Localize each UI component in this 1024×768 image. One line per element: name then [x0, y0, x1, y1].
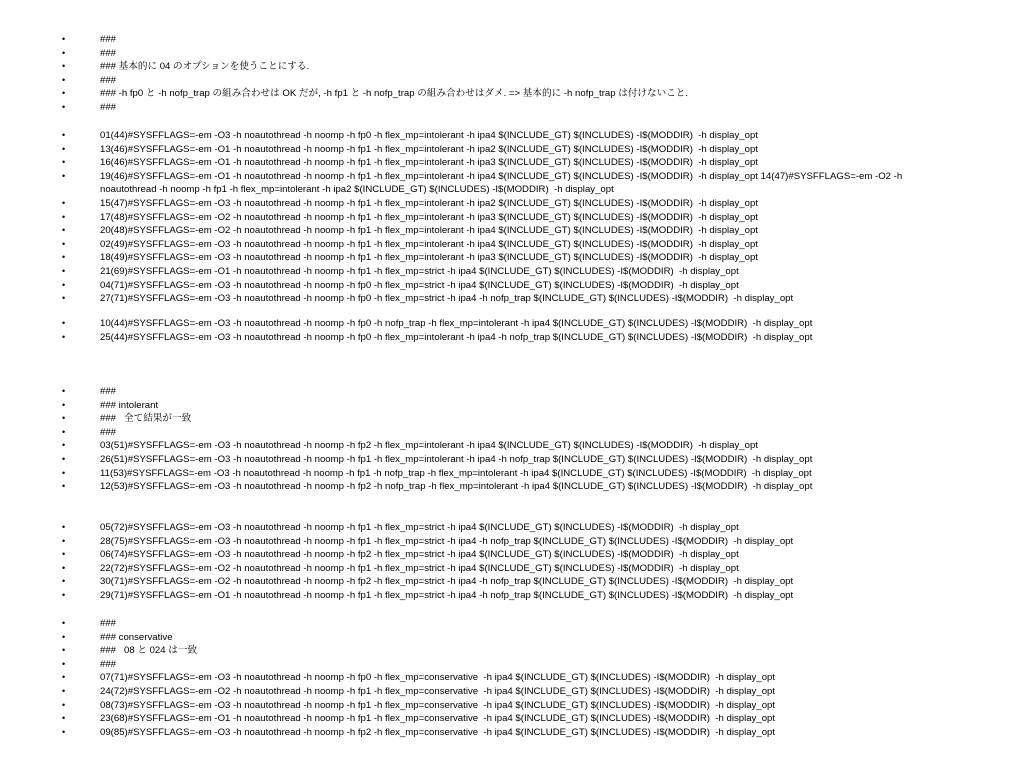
list-item-text: 07(71)#SYSFFLAGS=-em -O3 -h noautothread -h noomp -h fp0 -h flex_mp=conservative -h ipa4 $(INCLUDE_GT) $(INCLUDES) -I$(MODDIR) -h display_opt — [100, 672, 776, 684]
list-item — [0, 575, 1024, 589]
list-item-text: 10(44)#SYSFFLAGS=-em -O3 -h noautothread -h noomp -h fp0 -h nofp_trap -h flex_mp=intolerant -h ipa4 $(INCLUDE_GT) $(INCLUDES) -I$(MODDIR) -h display_opt — [100, 318, 813, 329]
list-item — [0, 589, 1024, 603]
list-item — [0, 60, 1024, 74]
list-item-text: 06(74)#SYSFFLAGS=-em -O3 -h noautothread -h noomp -h fp2 -h flex_mp=strict -h ipa4 $(INCLUDE_GT) $(INCLUDES) -I$(MODDIR) -h display_opt — [100, 549, 739, 561]
list-item-text: 19(46)#SYSFFLAGS=-em -O1 -h noautothread -h noomp -h fp1 -h flex_mp=intolerant -h ipa4 $(INCLUDE_GT) $(INCLUDES) -I$(MODDIR) -h display_opt 14(47)#SYSFFLAGS=-em -O2 -h noautothread -h noomp -h fp1 -h flex_mp=intolerant -h ipa2 $(INCLUDE_GT) $(INCLUDES) -I$(MODDIR) -h display_opt — [100, 170, 905, 196]
list-item-text: 01(44)#SYSFFLAGS=-em -O3 -h noautothread -h noomp -h fp0 -h flex_mp=intolerant -h ipa4 $(INCLUDE_GT) $(INCLUDES) -I$(MODDIR) -h display_opt — [100, 130, 758, 141]
list-item-text: 26(51)#SYSFFLAGS=-em -O3 -h noautothread -h noomp -h fp1 -h flex_mp=intolerant -h ipa4 -h nofp_trap $(INCLUDE_GT) $(INCLUDES) -I$(MODDIR) -h display_opt — [100, 453, 813, 465]
list-item — [0, 685, 1024, 699]
list-item — [0, 671, 1024, 685]
list-item — [0, 412, 1024, 426]
list-item — [0, 251, 1024, 265]
list-item — [0, 521, 1024, 535]
list-item — [0, 439, 1024, 453]
list-item — [0, 548, 1024, 562]
list-item-text: ### — [100, 658, 117, 670]
list-item-text: 25(44)#SYSFFLAGS=-em -O3 -h noautothread -h noomp -h fp0 -h flex_mp=intolerant -h ipa4 -h nofp_trap $(INCLUDE_GT) $(INCLUDES) -I$(MODDIR) -h display_opt — [100, 331, 813, 343]
list-item — [0, 197, 1024, 211]
list-item — [0, 211, 1024, 225]
list-item — [0, 644, 1024, 658]
list-item-text: 28(75)#SYSFFLAGS=-em -O3 -h noautothread -h noomp -h fp1 -h flex_mp=strict -h ipa4 -h nofp_trap $(INCLUDE_GT) $(INCLUDES) -I$(MODDIR) -h display_opt — [100, 535, 794, 547]
list-item — [0, 385, 1024, 399]
list-item-text: ### — [100, 618, 117, 629]
list-item — [0, 726, 1024, 740]
list-item-text: ### — [100, 386, 117, 397]
list-item-text: 17(48)#SYSFFLAGS=-em -O2 -h noautothread -h noomp -h fp1 -h flex_mp=intolerant -h ipa3 $(INCLUDE_GT) $(INCLUDES) -I$(MODDIR) -h display_opt — [100, 211, 758, 223]
list-item — [0, 265, 1024, 279]
list-item — [0, 331, 1024, 345]
list-item — [0, 317, 1024, 331]
intolerant-block — [0, 385, 1024, 494]
list-item — [0, 562, 1024, 576]
flags-block-intolerant-fp — [0, 129, 1024, 306]
list-item — [0, 658, 1024, 672]
list-item-text: 13(46)#SYSFFLAGS=-em -O1 -h noautothread -h noomp -h fp1 -h flex_mp=intolerant -h ipa2 $(INCLUDE_GT) $(INCLUDES) -I$(MODDIR) -h display_opt — [100, 143, 758, 155]
list-item-text: 11(53)#SYSFFLAGS=-em -O3 -h noautothread -h noomp -h fp1 -h nofp_trap -h flex_mp=intolerant -h ipa4 $(INCLUDE_GT) $(INCLUDES) -I$(MODDIR) -h display_opt — [100, 467, 812, 479]
list-item-text: 03(51)#SYSFFLAGS=-em -O3 -h noautothread -h noomp -h fp2 -h flex_mp=intolerant -h ipa4 $(INCLUDE_GT) $(INCLUDES) -I$(MODDIR) -h display_opt — [100, 440, 758, 452]
list-item — [0, 33, 1024, 47]
list-item — [0, 87, 1024, 101]
comment-block-header — [0, 33, 1024, 115]
list-item — [0, 617, 1024, 631]
list-item-text: ### -h fp0 と -h nofp_trap の組み合わせは OK だが, -h fp1 と -h nofp_trap の組み合わせはダメ. => 基本的に -h nofp_trap は付けないこと. — [100, 88, 689, 100]
list-item-text: 09(85)#SYSFFLAGS=-em -O3 -h noautothread -h noomp -h fp2 -h flex_mp=conservative -h ipa4 $(INCLUDE_GT) $(INCLUDES) -I$(MODDIR) -h display_opt — [100, 726, 776, 738]
list-item-text: ### 全て結果が一致 — [100, 413, 192, 425]
list-item-text: ### 基本的に 04 のオプションを使うことにする. — [100, 61, 310, 73]
list-item — [0, 399, 1024, 413]
list-item-text: 24(72)#SYSFFLAGS=-em -O2 -h noautothread -h noomp -h fp1 -h flex_mp=conservative -h ipa4 $(INCLUDE_GT) $(INCLUDES) -I$(MODDIR) -h display_opt — [100, 685, 776, 697]
list-item — [0, 47, 1024, 61]
list-item-text: 15(47)#SYSFFLAGS=-em -O3 -h noautothread -h noomp -h fp1 -h flex_mp=intolerant -h ipa2 $(INCLUDE_GT) $(INCLUDES) -I$(MODDIR) -h display_opt — [100, 197, 758, 209]
list-item — [0, 480, 1024, 494]
conservative-block — [0, 617, 1024, 739]
list-item-text: 05(72)#SYSFFLAGS=-em -O3 -h noautothread -h noomp -h fp1 -h flex_mp=strict -h ipa4 $(INCLUDE_GT) $(INCLUDES) -I$(MODDIR) -h display_opt — [100, 522, 739, 533]
list-item-text: 29(71)#SYSFFLAGS=-em -O1 -h noautothread -h noomp -h fp1 -h flex_mp=strict -h ipa4 -h nofp_trap $(INCLUDE_GT) $(INCLUDES) -I$(MODDIR) -h display_opt — [100, 589, 794, 601]
flags-block-nofp-trap — [0, 317, 1024, 344]
list-item-text: ### — [100, 426, 117, 438]
list-item-text: 30(71)#SYSFFLAGS=-em -O2 -h noautothread -h noomp -h fp2 -h flex_mp=strict -h ipa4 -h nofp_trap $(INCLUDE_GT) $(INCLUDES) -I$(MODDIR) -h display_opt — [100, 576, 794, 588]
list-item-text: 08(73)#SYSFFLAGS=-em -O3 -h noautothread -h noomp -h fp1 -h flex_mp=conservative -h ipa4 $(INCLUDE_GT) $(INCLUDES) -I$(MODDIR) -h display_opt — [100, 699, 776, 711]
list-item-text: 20(48)#SYSFFLAGS=-em -O2 -h noautothread -h noomp -h fp1 -h flex_mp=intolerant -h ipa4 $(INCLUDE_GT) $(INCLUDES) -I$(MODDIR) -h display_opt — [100, 225, 758, 237]
list-item — [0, 143, 1024, 157]
list-item — [0, 426, 1024, 440]
list-item — [0, 129, 1024, 143]
list-item — [0, 467, 1024, 481]
list-item — [0, 74, 1024, 88]
list-item-text: 27(71)#SYSFFLAGS=-em -O3 -h noautothread -h noomp -h fp0 -h flex_mp=strict -h ipa4 -h nofp_trap $(INCLUDE_GT) $(INCLUDES) -I$(MODDIR) -h display_opt — [100, 293, 794, 305]
list-item-text: 16(46)#SYSFFLAGS=-em -O1 -h noautothread -h noomp -h fp1 -h flex_mp=intolerant -h ipa3 $(INCLUDE_GT) $(INCLUDES) -I$(MODDIR) -h display_opt — [100, 157, 758, 169]
list-item-text: ### — [100, 74, 117, 86]
list-item-text: 18(49)#SYSFFLAGS=-em -O3 -h noautothread -h noomp -h fp1 -h flex_mp=intolerant -h ipa3 $(INCLUDE_GT) $(INCLUDES) -I$(MODDIR) -h display_opt — [100, 252, 758, 264]
list-item — [0, 170, 1024, 197]
list-item-text: 21(69)#SYSFFLAGS=-em -O1 -h noautothread -h noomp -h fp1 -h flex_mp=strict -h ipa4 $(INCLUDE_GT) $(INCLUDES) -I$(MODDIR) -h display_opt — [100, 265, 739, 277]
list-item — [0, 699, 1024, 713]
list-item-text: 22(72)#SYSFFLAGS=-em -O2 -h noautothread -h noomp -h fp1 -h flex_mp=strict -h ipa4 $(INCLUDE_GT) $(INCLUDES) -I$(MODDIR) -h display_opt — [100, 562, 739, 574]
list-item-text: ### — [100, 101, 117, 113]
list-item — [0, 156, 1024, 170]
list-item-text: 02(49)#SYSFFLAGS=-em -O3 -h noautothread -h noomp -h fp1 -h flex_mp=intolerant -h ipa4 $(INCLUDE_GT) $(INCLUDES) -I$(MODDIR) -h display_opt — [100, 238, 758, 250]
list-item-text: ### intolerant — [100, 399, 159, 411]
list-item — [0, 224, 1024, 238]
list-item-text: ### — [100, 47, 117, 59]
list-item-text: 12(53)#SYSFFLAGS=-em -O3 -h noautothread -h noomp -h fp2 -h nofp_trap -h flex_mp=intolerant -h ipa4 $(INCLUDE_GT) $(INCLUDES) -I$(MODDIR) -h display_opt — [100, 481, 813, 493]
list-item — [0, 535, 1024, 549]
list-item-text: 04(71)#SYSFFLAGS=-em -O3 -h noautothread -h noomp -h fp0 -h flex_mp=strict -h ipa4 $(INCLUDE_GT) $(INCLUDES) -I$(MODDIR) -h display_opt — [100, 279, 739, 291]
strict-block — [0, 521, 1024, 603]
list-item — [0, 712, 1024, 726]
list-item — [0, 453, 1024, 467]
list-item — [0, 631, 1024, 645]
list-item — [0, 292, 1024, 306]
list-item-text: ### — [100, 34, 117, 45]
list-item — [0, 238, 1024, 252]
list-item — [0, 279, 1024, 293]
list-item-text: 23(68)#SYSFFLAGS=-em -O1 -h noautothread -h noomp -h fp1 -h flex_mp=conservative -h ipa4 $(INCLUDE_GT) $(INCLUDES) -I$(MODDIR) -h display_opt — [100, 713, 776, 725]
list-item-text: ### 08 と 024 は一致 — [100, 645, 198, 657]
list-item-text: ### conservative — [100, 631, 173, 643]
list-item — [0, 101, 1024, 115]
